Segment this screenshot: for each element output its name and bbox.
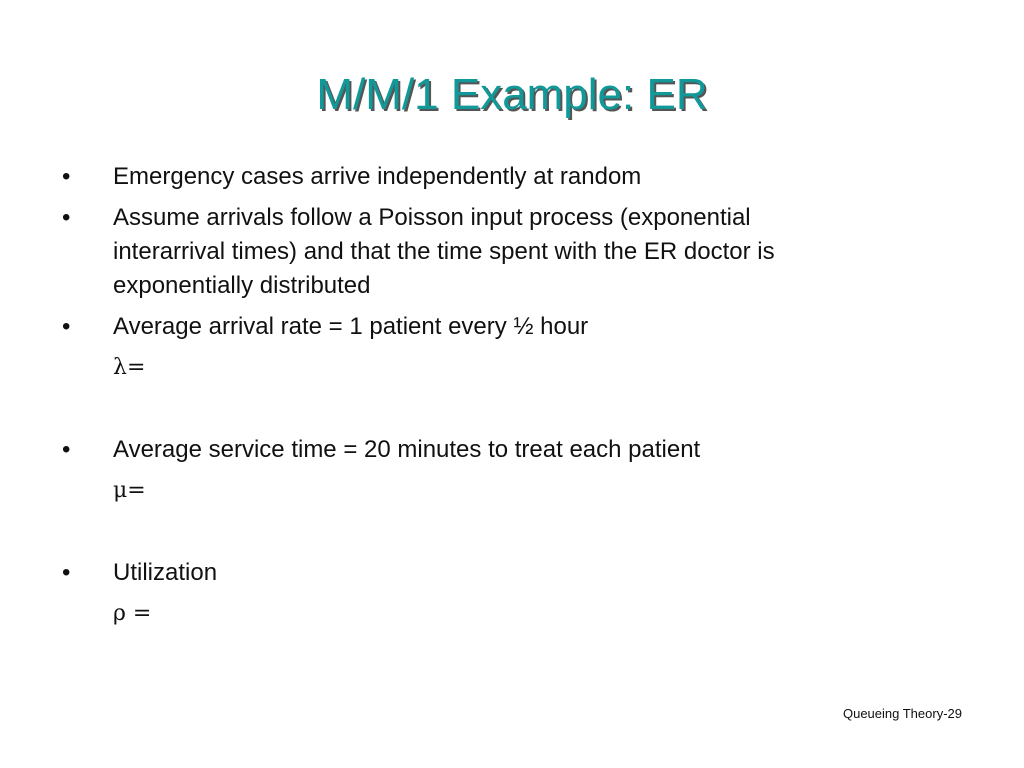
slide-title: M/M/1 Example: ER (316, 70, 708, 119)
bullet-marker: • (62, 204, 71, 231)
mu-formula: μ= (113, 478, 146, 503)
bullet-3-text: Average arrival rate = 1 patient every ½ hour (113, 313, 589, 340)
slide-footer: Queueing Theory-29 (842, 706, 962, 721)
rho-formula: ρ = (113, 601, 152, 626)
bullet-2-line-1: Assume arrivals follow a Poisson input process (exponential (113, 204, 751, 231)
bullet-1-text: Emergency cases arrive independently at random (113, 163, 642, 190)
bullet-marker: • (62, 559, 71, 586)
bullet-2-line-3: exponentially distributed (113, 272, 371, 299)
bullet-marker: • (62, 436, 71, 463)
bullet-marker: • (62, 313, 71, 340)
bullet-5-text: Utilization (113, 559, 218, 586)
bullet-4-text: Average service time = 20 minutes to treat each patient (113, 436, 701, 463)
bullet-2-line-2: interarrival times) and that the time spent with the ER doctor is (113, 238, 775, 265)
bullet-marker: • (62, 163, 71, 190)
lambda-formula: λ= (113, 355, 146, 380)
